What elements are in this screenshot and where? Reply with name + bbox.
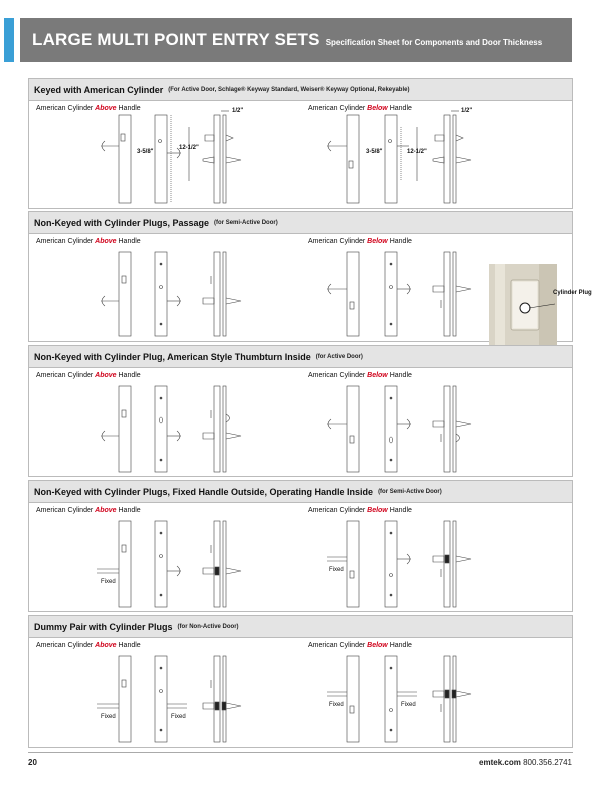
section-note: (for Semi-Active Door) <box>214 219 278 226</box>
section-header <box>29 616 572 638</box>
header-accent <box>4 18 14 62</box>
hardware-drawing <box>29 638 301 747</box>
section-title: Non-Keyed with Cylinder Plugs, Passage <box>34 217 210 228</box>
section-header <box>29 481 572 503</box>
hardware-drawing <box>301 101 573 208</box>
fixed-label-outside: Fixed <box>101 714 116 720</box>
section-note: (For Active Door, Schlage® Keyway Standard, Weiser® Keyway Optional, Rekeyable) <box>168 86 410 93</box>
column-cylinder-above <box>29 638 301 747</box>
fixed-label-inside: Fixed <box>401 702 416 708</box>
hardware-drawing <box>29 503 301 611</box>
footer-contact <box>479 758 572 767</box>
dim-handle-spacing: 3-5/8" <box>137 149 154 155</box>
column-cylinder-above <box>29 101 301 208</box>
dim-height: 12-1/2" <box>407 149 427 155</box>
column-label: American Cylinder Below Handle <box>308 105 412 112</box>
section-fixed-handle <box>28 480 573 612</box>
cylinder-plug-label: Cylinder Plug <box>553 290 592 296</box>
hardware-drawing <box>29 101 301 208</box>
column-cylinder-below <box>301 101 573 208</box>
hardware-drawing <box>301 638 573 747</box>
section-note: (for Semi-Active Door) <box>378 488 442 495</box>
column-label: American Cylinder Above Handle <box>36 372 141 379</box>
page-subtitle: Specification Sheet for Components and Door Thickness <box>325 38 543 47</box>
column-label: American Cylinder Below Handle <box>308 238 412 245</box>
footer-phone: 800.356.2741 <box>523 758 572 767</box>
section-title: Keyed with American Cylinder <box>34 84 164 95</box>
column-label: American Cylinder Above Handle <box>36 642 141 649</box>
column-cylinder-below <box>301 368 573 476</box>
section-thumbturn <box>28 345 573 477</box>
fixed-label: Fixed <box>329 567 344 573</box>
hardware-drawing <box>301 503 573 611</box>
column-label: American Cylinder Below Handle <box>308 642 412 649</box>
hardware-drawing <box>301 368 573 476</box>
section-dummy-pair <box>28 615 573 748</box>
section-header <box>29 212 572 234</box>
section-title: Non-Keyed with Cylinder Plugs, Fixed Handle Outside, Operating Handle Inside <box>34 486 374 497</box>
column-cylinder-above <box>29 503 301 611</box>
cylinder-plug-photo <box>489 264 557 352</box>
fixed-label-inside: Fixed <box>171 714 186 720</box>
section-note: (for Non-Active Door) <box>177 623 239 630</box>
dim-handle-spacing: 3-5/8" <box>366 149 383 155</box>
page-number: 20 <box>28 758 37 767</box>
column-cylinder-below <box>301 234 592 341</box>
column-label: American Cylinder Above Handle <box>36 238 141 245</box>
footer-rule <box>28 752 573 753</box>
dim-top-offset: 1/2" <box>461 108 473 114</box>
dim-height: 12-1/2" <box>179 145 199 151</box>
section-passage <box>28 211 592 342</box>
column-cylinder-below <box>301 638 573 747</box>
footer-website[interactable]: emtek.com <box>479 758 521 767</box>
column-cylinder-below <box>301 503 573 611</box>
column-cylinder-above <box>29 234 301 341</box>
column-label: American Cylinder Above Handle <box>36 507 141 514</box>
section-title: Non-Keyed with Cylinder Plug, American Style Thumbturn Inside <box>34 351 311 362</box>
fixed-label-outside: Fixed <box>329 702 344 708</box>
hardware-drawing <box>29 368 301 476</box>
section-note: (for Active Door) <box>315 353 363 360</box>
section-header <box>29 79 572 101</box>
column-cylinder-above <box>29 368 301 476</box>
section-header <box>29 346 572 368</box>
header-bar <box>20 18 572 62</box>
section-keyed-american-cylinder <box>28 78 573 209</box>
column-label: American Cylinder Above Handle <box>36 105 141 112</box>
column-label: American Cylinder Below Handle <box>308 372 412 379</box>
column-label: American Cylinder Below Handle <box>308 507 412 514</box>
section-title: Dummy Pair with Cylinder Plugs <box>34 621 173 632</box>
page-title: LARGE MULTI POINT ENTRY SETS <box>32 30 320 49</box>
dim-top-offset: 1/2" <box>232 108 244 114</box>
fixed-label: Fixed <box>101 579 116 585</box>
hardware-drawing <box>29 234 301 341</box>
